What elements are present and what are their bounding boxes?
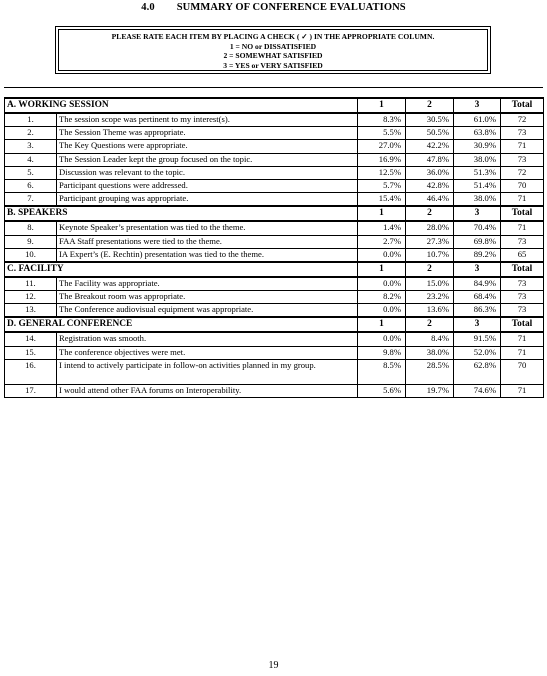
pct-1: 15.4% [358, 193, 406, 207]
pct-2: 42.2% [406, 140, 454, 153]
pct-3: 89.2% [454, 248, 501, 262]
total: 73 [501, 304, 544, 318]
item-question: The Session Leader kept the group focused on the topic. [57, 153, 358, 166]
total: 73 [501, 235, 544, 248]
total: 71 [501, 332, 544, 346]
evaluation-table [4, 97, 544, 398]
instructions-line: PLEASE RATE EACH ITEM BY PLACING A CHECK ( ✓ ) IN THE APPROPRIATE COLUMN. [111, 32, 435, 41]
total: 70 [501, 359, 544, 384]
col-header-3: 3 [454, 262, 501, 277]
divider-rule [4, 87, 543, 88]
table-row [5, 221, 544, 235]
pct-2: 15.0% [406, 277, 454, 291]
pct-3: 68.4% [454, 291, 501, 304]
table-row [5, 332, 544, 346]
item-question: The Conference audiovisual equipment was appropriate. [57, 304, 358, 318]
col-header-1: 1 [358, 317, 406, 332]
total: 71 [501, 193, 544, 207]
col-header-3: 3 [454, 317, 501, 332]
rating-scale-3: 3 = YES or VERY SATISFIED [223, 60, 323, 70]
pct-3: 51.4% [454, 179, 501, 192]
item-number: 14. [5, 332, 57, 346]
pct-3: 61.0% [454, 113, 501, 127]
pct-1: 5.7% [358, 179, 406, 192]
pct-1: 27.0% [358, 140, 406, 153]
item-question: The conference objectives were met. [57, 346, 358, 359]
table-row [5, 359, 544, 384]
table-row [5, 248, 544, 262]
total: 65 [501, 248, 544, 262]
pct-2: 27.3% [406, 235, 454, 248]
rating-scale-2: 2 = SOMEWHAT SATISFIED [223, 51, 323, 61]
total: 71 [501, 346, 544, 359]
table-row [5, 153, 544, 166]
pct-3: 38.0% [454, 153, 501, 166]
rating-instructions-box [55, 26, 491, 74]
col-header-2: 2 [406, 262, 454, 277]
table-row [5, 277, 544, 291]
item-number: 17. [5, 384, 57, 397]
pct-1: 0.0% [358, 304, 406, 318]
section-header-working-session [5, 98, 544, 113]
item-number: 9. [5, 235, 57, 248]
item-question: I intend to actively participate in follow-on activities planned in my group. [57, 359, 358, 384]
item-number: 7. [5, 193, 57, 207]
section-title: A. WORKING SESSION [5, 98, 358, 113]
pct-3: 91.5% [454, 332, 501, 346]
col-header-3: 3 [454, 98, 501, 113]
total: 73 [501, 127, 544, 140]
section-title: D. GENERAL CONFERENCE [5, 317, 358, 332]
section-header-general-conference [5, 317, 544, 332]
pct-3: 30.9% [454, 140, 501, 153]
total: 71 [501, 140, 544, 153]
col-header-total: Total [501, 98, 544, 113]
table-row [5, 127, 544, 140]
pct-1: 1.4% [358, 221, 406, 235]
pct-3: 74.6% [454, 384, 501, 397]
pct-2: 10.7% [406, 248, 454, 262]
pct-2: 46.4% [406, 193, 454, 207]
section-title: C. FACILITY [5, 262, 358, 277]
item-number: 11. [5, 277, 57, 291]
item-number: 15. [5, 346, 57, 359]
pct-2: 19.7% [406, 384, 454, 397]
section-header-facility [5, 262, 544, 277]
total: 73 [501, 277, 544, 291]
section-title: SUMMARY OF CONFERENCE EVALUATIONS [176, 2, 406, 13]
pct-2: 42.8% [406, 179, 454, 192]
pct-2: 8.4% [406, 332, 454, 346]
pct-3: 63.8% [454, 127, 501, 140]
section-number: 4.0 [141, 2, 155, 13]
section-title: B. SPEAKERS [5, 206, 358, 221]
total: 72 [501, 113, 544, 127]
pct-3: 70.4% [454, 221, 501, 235]
table-row [5, 140, 544, 153]
pct-3: 86.3% [454, 304, 501, 318]
total: 71 [501, 384, 544, 397]
pct-2: 50.5% [406, 127, 454, 140]
pct-3: 69.8% [454, 235, 501, 248]
pct-2: 36.0% [406, 166, 454, 179]
pct-1: 0.0% [358, 332, 406, 346]
table-row [5, 235, 544, 248]
total: 71 [501, 221, 544, 235]
item-question: FAA Staff presentations were tied to the theme. [57, 235, 358, 248]
pct-1: 0.0% [358, 248, 406, 262]
pct-2: 30.5% [406, 113, 454, 127]
item-number: 16. [5, 359, 57, 384]
section-header-speakers [5, 206, 544, 221]
item-number: 12. [5, 291, 57, 304]
item-question: Discussion was relevant to the topic. [57, 166, 358, 179]
item-question: The Key Questions were appropriate. [57, 140, 358, 153]
table-row [5, 166, 544, 179]
total: 73 [501, 291, 544, 304]
pct-3: 84.9% [454, 277, 501, 291]
item-number: 4. [5, 153, 57, 166]
item-question: The Breakout room was appropriate. [57, 291, 358, 304]
pct-2: 23.2% [406, 291, 454, 304]
pct-3: 38.0% [454, 193, 501, 207]
pct-1: 16.9% [358, 153, 406, 166]
item-question: Participant questions were addressed. [57, 179, 358, 192]
pct-3: 62.8% [454, 359, 501, 384]
pct-1: 5.5% [358, 127, 406, 140]
item-question: I would attend other FAA forums on Interoperability. [57, 384, 358, 397]
pct-1: 8.3% [358, 113, 406, 127]
pct-1: 12.5% [358, 166, 406, 179]
item-question: The session scope was pertinent to my interest(s). [57, 113, 358, 127]
pct-1: 0.0% [358, 277, 406, 291]
item-question: Participant grouping was appropriate. [57, 193, 358, 207]
table-row [5, 304, 544, 318]
table-row [5, 346, 544, 359]
table-row [5, 384, 544, 397]
col-header-1: 1 [358, 262, 406, 277]
table-row [5, 179, 544, 192]
item-question: Registration was smooth. [57, 332, 358, 346]
pct-2: 47.8% [406, 153, 454, 166]
page-title [0, 2, 547, 13]
total: 72 [501, 166, 544, 179]
pct-1: 8.5% [358, 359, 406, 384]
item-number: 3. [5, 140, 57, 153]
col-header-1: 1 [358, 206, 406, 221]
item-number: 5. [5, 166, 57, 179]
pct-1: 9.8% [358, 346, 406, 359]
table-row [5, 291, 544, 304]
pct-2: 38.0% [406, 346, 454, 359]
table-row [5, 113, 544, 127]
pct-2: 28.0% [406, 221, 454, 235]
item-question: Keynote Speaker’s presentation was tied to the theme. [57, 221, 358, 235]
pct-2: 13.6% [406, 304, 454, 318]
table-row [5, 193, 544, 207]
item-question: The Facility was appropriate. [57, 277, 358, 291]
item-number: 10. [5, 248, 57, 262]
item-number: 2. [5, 127, 57, 140]
col-header-total: Total [501, 206, 544, 221]
col-header-2: 2 [406, 206, 454, 221]
item-question: The Session Theme was appropriate. [57, 127, 358, 140]
page-number: 19 [268, 660, 279, 671]
col-header-total: Total [501, 262, 544, 277]
col-header-total: Total [501, 317, 544, 332]
pct-3: 52.0% [454, 346, 501, 359]
total: 73 [501, 153, 544, 166]
col-header-1: 1 [358, 98, 406, 113]
col-header-2: 2 [406, 317, 454, 332]
col-header-2: 2 [406, 98, 454, 113]
item-number: 8. [5, 221, 57, 235]
pct-1: 5.6% [358, 384, 406, 397]
rating-scale-1: 1 = NO or DISSATISFIED [229, 41, 317, 51]
pct-2: 28.5% [406, 359, 454, 384]
col-header-3: 3 [454, 206, 501, 221]
pct-1: 8.2% [358, 291, 406, 304]
total: 70 [501, 179, 544, 192]
item-question: IA Expert’s (E. Rechtin) presentation was tied to the theme. [57, 248, 358, 262]
pct-1: 2.7% [358, 235, 406, 248]
item-number: 6. [5, 179, 57, 192]
item-number: 1. [5, 113, 57, 127]
pct-3: 51.3% [454, 166, 501, 179]
item-number: 13. [5, 304, 57, 318]
